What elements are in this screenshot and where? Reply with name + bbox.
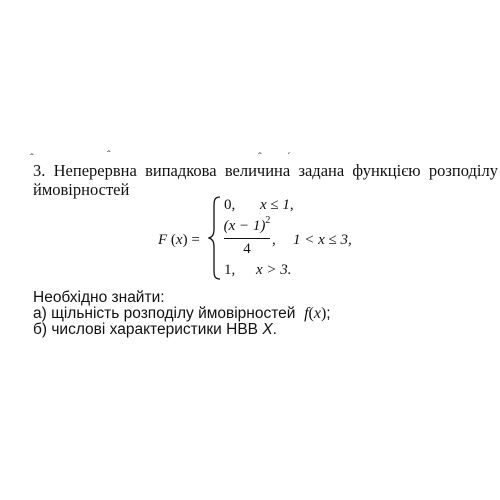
stray-mark: ˆ bbox=[258, 151, 262, 163]
case-2-condition: 1 < x ≤ 3, bbox=[293, 232, 352, 248]
density-function: f(x) bbox=[304, 305, 327, 322]
tasks-block bbox=[33, 290, 331, 338]
distribution-function-formula bbox=[158, 195, 388, 281]
stray-mark: ˆ bbox=[107, 149, 111, 161]
case-2-fraction bbox=[222, 217, 272, 258]
function-name: F bbox=[158, 232, 168, 248]
problem-statement bbox=[33, 161, 498, 199]
case-1-condition: x ≤ 1, bbox=[260, 197, 294, 213]
problem-number: 3. bbox=[33, 161, 46, 180]
case-2-denominator: 4 bbox=[243, 241, 251, 257]
equals-sign: = bbox=[191, 232, 200, 248]
case-3-condition: x > 3. bbox=[256, 262, 292, 278]
case-2-numerator: $(x - 1)^2$ bbox=[223, 215, 271, 234]
formula-lhs: F (x) = bbox=[158, 232, 200, 248]
case-2-suffix: , bbox=[272, 232, 276, 248]
stray-mark: ˆ bbox=[30, 152, 34, 164]
task-b: б) числові характеристики НВВ X. bbox=[33, 321, 277, 338]
random-variable-name: X bbox=[262, 321, 273, 338]
task-a: а) щільність розподілу ймовірностей f(x); bbox=[33, 305, 331, 322]
fraction-bar bbox=[224, 238, 270, 239]
problem-text: Неперервна випадкова величина задана функцією розподілу ймовірностей bbox=[33, 161, 498, 199]
case-3-value: 1, bbox=[224, 262, 236, 278]
stray-mark: ˊ bbox=[287, 151, 291, 163]
tasks-intro: Необхідно знайти: bbox=[33, 289, 165, 306]
function-arg: x bbox=[175, 232, 183, 248]
case-1-value: 0, bbox=[224, 197, 236, 213]
left-brace bbox=[208, 195, 222, 281]
